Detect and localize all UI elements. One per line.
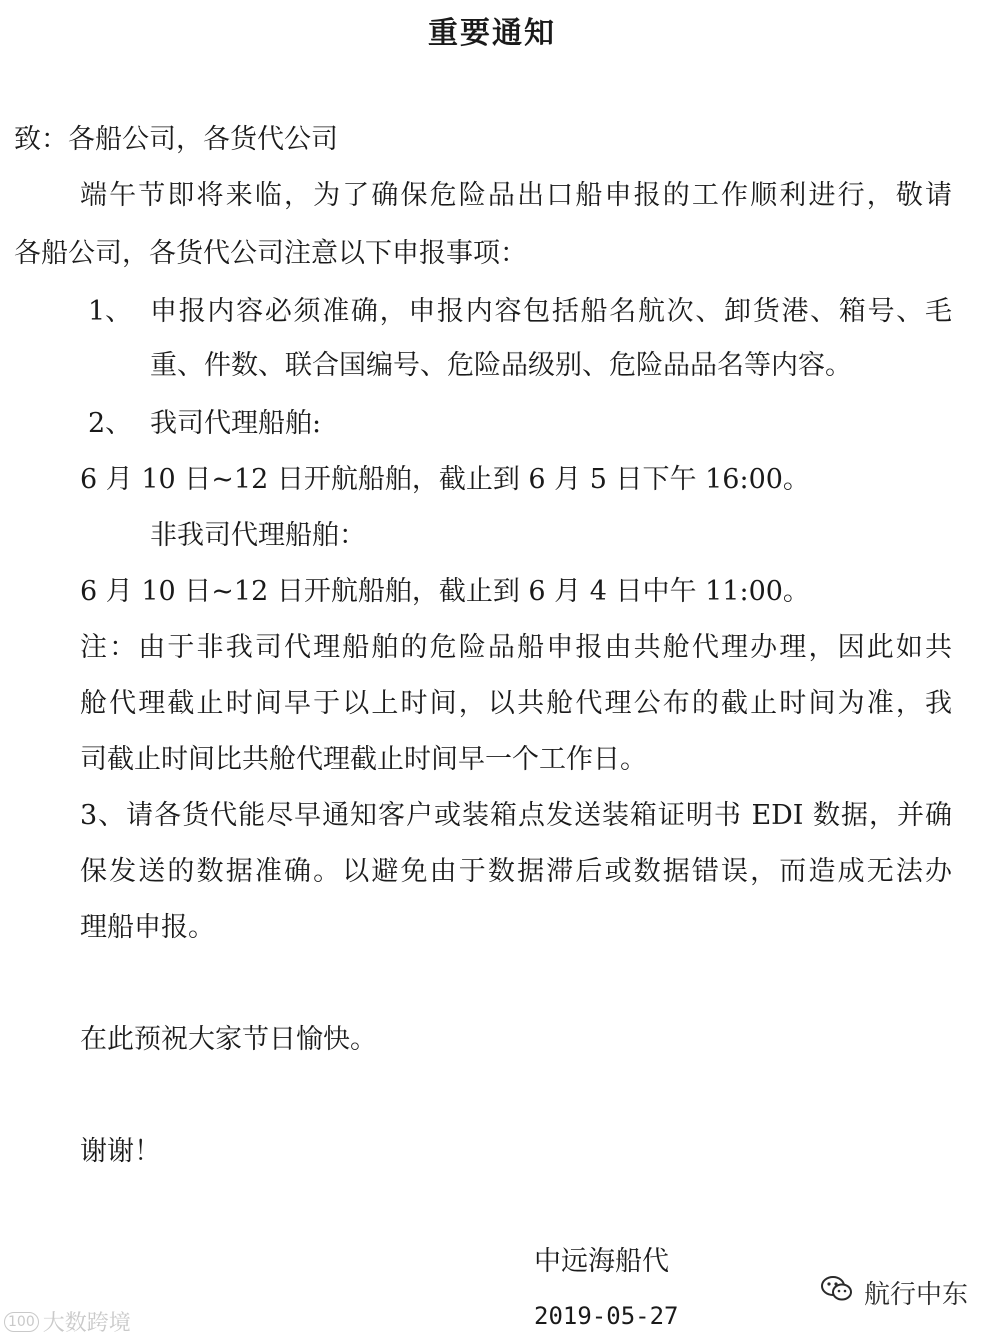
page-title: 重要通知: [428, 16, 556, 51]
note-line-1: 注：由于非我司代理船舶的危险品船申报由共舱代理办理，因此如共: [80, 632, 952, 663]
holiday-greeting: 在此预祝大家节日愉快。: [80, 1024, 377, 1055]
item-3-line-2: 保发送的数据准确。以避免由于数据滞后或数据错误，而造成无法办: [80, 856, 952, 887]
item-2-heading: 我司代理船舶:: [150, 408, 322, 439]
document-date: 2019-05-27: [534, 1302, 679, 1330]
thanks: 谢谢！: [80, 1136, 161, 1167]
note-line-2: 舱代理截止时间早于以上时间，以共舱代理公布的截止时间为准，我: [80, 688, 952, 719]
item-1-line-1: 申报内容必须准确，申报内容包括船名航次、卸货港、箱号、毛: [150, 296, 952, 327]
watermark-right: [820, 1274, 968, 1311]
watermark-right-text: 航行中东: [864, 1280, 969, 1310]
wechat-icon: [820, 1274, 854, 1311]
other-vessel-heading: 非我司代理船舶：: [150, 520, 366, 551]
item-1-line-2: 重、件数、联合国编号、危险品级别、危险品品名等内容。: [150, 350, 852, 381]
watermark-logo: 100: [4, 1312, 39, 1332]
item-3-line-1: 3、请各货代能尽早通知客户或装箱点发送装箱证明书 EDI 数据，并确: [80, 800, 952, 831]
watermark-left-text: 大数跨境: [42, 1311, 131, 1336]
item-3-line-3: 理船申报。: [80, 912, 215, 943]
own-vessel-deadline: 6 月 10 日~12 日开航船舶，截止到 6 月 5 日下午 16:00。: [80, 464, 810, 495]
note-line-3: 司截止时间比共舱代理截止时间早一个工作日。: [80, 744, 647, 775]
intro-line-2: 各船公司，各货代公司注意以下申报事项：: [14, 238, 527, 269]
signature: 中远海船代: [534, 1246, 669, 1277]
salutation: 致：各船公司，各货代公司: [14, 124, 338, 155]
watermark-left: [4, 1306, 131, 1337]
intro-line-1: 端午节即将来临，为了确保危险品出口船申报的工作顺利进行，敬请: [80, 180, 952, 211]
item-2-number: 2、: [88, 408, 133, 439]
other-vessel-deadline: 6 月 10 日~12 日开航船舶，截止到 6 月 4 日中午 11:00。: [80, 576, 810, 607]
item-1-number: 1、: [88, 296, 133, 327]
